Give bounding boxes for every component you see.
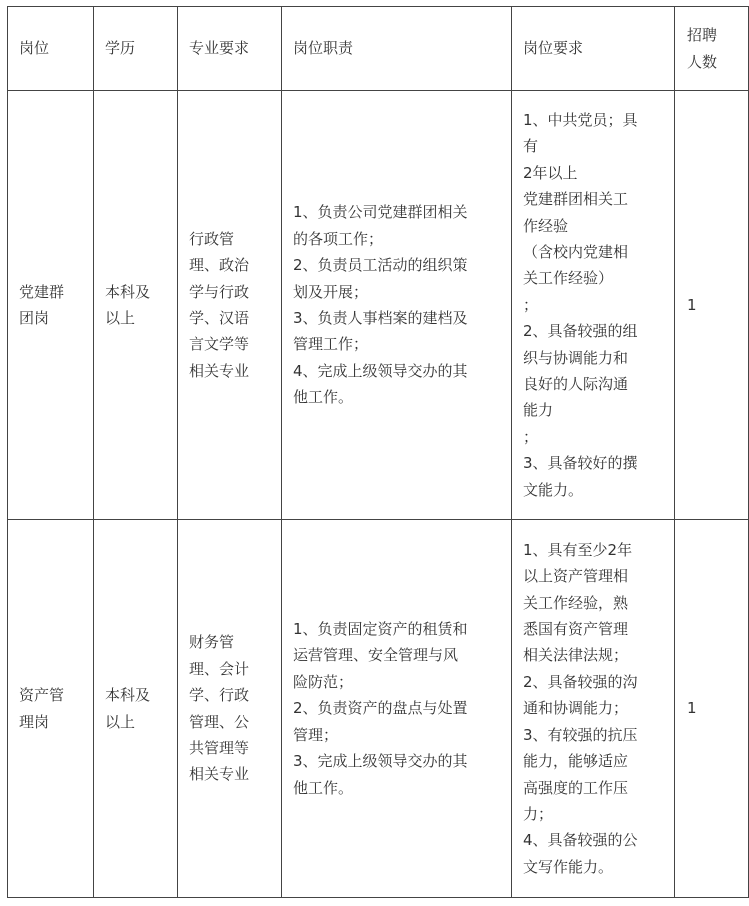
header-major: 专业要求 bbox=[178, 7, 282, 91]
cell-position: 党建群 团岗 bbox=[8, 91, 94, 520]
recruitment-table bbox=[7, 6, 749, 898]
cell-major: 财务管 理、会计 学、行政 管理、公 共管理等 相关专业 bbox=[178, 520, 282, 898]
cell-position: 资产管 理岗 bbox=[8, 520, 94, 898]
cell-requirements: 1、具有至少2年 以上资产管理相 关工作经验，熟 悉国有资产管理 相关法律法规； 2、具备较强的沟 通和协调能力； 3、有较强的抗压 能力，能够适应 高强度的工作压 力； 4、具备较强的公 文写作能力。 bbox=[512, 520, 675, 898]
cell-duties: 1、负责公司党建群团相关 的各项工作； 2、负责员工活动的组织策 划及开展； 3、负责人事档案的建档及 管理工作； 4、完成上级领导交办的其 他工作。 bbox=[282, 91, 512, 520]
table-row bbox=[8, 91, 749, 520]
cell-duties: 1、负责固定资产的租赁和 运营管理、安全管理与风 险防范； 2、负责资产的盘点与处置 管理； 3、完成上级领导交办的其 他工作。 bbox=[282, 520, 512, 898]
cell-requirements: 1、中共党员；具 有 2年以上 党建群团相关工 作经验 （含校内党建相 关工作经验） ； 2、具备较强的组 织与协调能力和 良好的人际沟通 能力 ； 3、具备较好的撰 文能力。 bbox=[512, 91, 675, 520]
header-duties: 岗位职责 bbox=[282, 7, 512, 91]
header-row bbox=[8, 7, 749, 91]
cell-count: 1 bbox=[675, 520, 749, 898]
header-count: 招聘 人数 bbox=[675, 7, 749, 91]
cell-education: 本科及 以上 bbox=[94, 520, 178, 898]
cell-major: 行政管 理、政治 学与行政 学、汉语 言文学等 相关专业 bbox=[178, 91, 282, 520]
cell-education: 本科及 以上 bbox=[94, 91, 178, 520]
header-education: 学历 bbox=[94, 7, 178, 91]
cell-count: 1 bbox=[675, 91, 749, 520]
header-requirements: 岗位要求 bbox=[512, 7, 675, 91]
table-row bbox=[8, 520, 749, 898]
header-position: 岗位 bbox=[8, 7, 94, 91]
